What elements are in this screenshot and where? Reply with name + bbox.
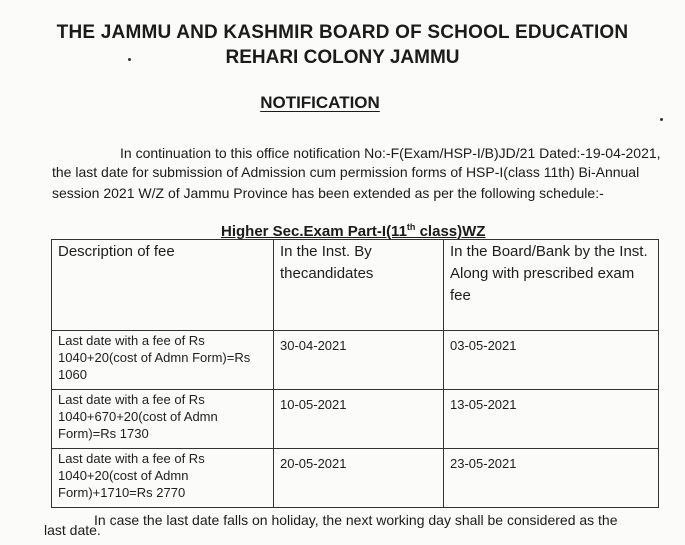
row-description: Last date with a fee of Rs 1040+20(cost of Admn Form)+1710=Rs 2770: [52, 449, 274, 508]
intro-line-2: the last date for submission of Admission cum permission forms of HSP-I(class 11th) Bi-Annual: [52, 164, 640, 180]
row-inst-date: 10-05-2021: [274, 390, 444, 449]
header-description: Description of fee: [52, 240, 274, 331]
scan-speck: [128, 58, 131, 61]
table-row: [52, 390, 659, 449]
table-row: [52, 331, 659, 390]
table-title: Higher Sec.Exam Part-I(11th class)WZ: [221, 222, 486, 240]
notification-heading: NOTIFICATION: [260, 93, 380, 112]
header-board: In the Board/Bank by the Inst. Along with prescribed exam fee: [444, 240, 659, 331]
row-inst-date: 30-04-2021: [274, 331, 444, 390]
row-board-date: 03-05-2021: [444, 331, 659, 390]
board-name: THE JAMMU AND KASHMIR BOARD OF SCHOOL EDUCATION: [56, 22, 629, 43]
row-inst-date: 20-05-2021: [274, 449, 444, 508]
row-board-date: 13-05-2021: [444, 390, 659, 449]
fee-schedule-table: [51, 239, 659, 508]
footer-line-2: last date.: [44, 522, 101, 538]
table-header-row: [52, 240, 659, 331]
scan-speck: [660, 118, 663, 121]
row-description: Last date with a fee of Rs 1040+670+20(cost of Admn Form)=Rs 1730: [52, 390, 274, 449]
footer-line-1: In case the last date falls on holiday, the next working day shall be considered as the: [94, 512, 618, 528]
board-address: REHARI COLONY JAMMU: [225, 47, 460, 68]
table-row: [52, 449, 659, 508]
row-description: Last date with a fee of Rs 1040+20(cost of Admn Form)=Rs 1060: [52, 331, 274, 390]
row-board-date: 23-05-2021: [444, 449, 659, 508]
intro-line-1: In continuation to this office notification No:-F(Exam/HSP-I/B)JD/21 Dated:-19-04-2021,: [120, 145, 661, 161]
intro-line-3: session 2021 W/Z of Jammu Province has been extended as per the following schedule:-: [52, 185, 604, 201]
header-inst: In the Inst. By thecandidates: [274, 240, 444, 331]
